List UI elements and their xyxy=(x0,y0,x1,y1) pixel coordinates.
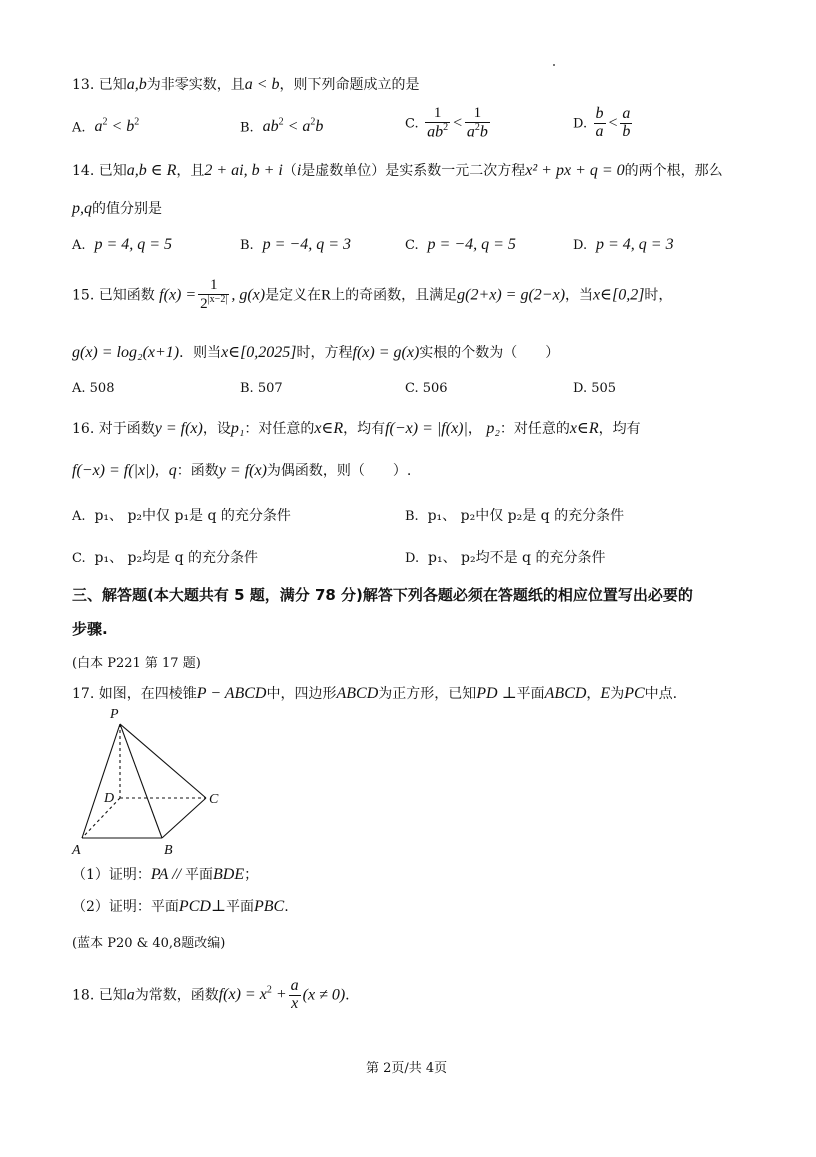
q17-part-2: （2）证明：平面PCD⊥平面PBC. xyxy=(72,898,289,915)
q13-option-d: D. $\frac{b}{a}$ < $\frac{a}{b}$ xyxy=(573,105,631,140)
edge-PB xyxy=(120,724,162,838)
page-footer: 第 2页/共 4页 xyxy=(366,1061,448,1076)
edge-PC xyxy=(120,724,206,798)
question-18-stem: 18. 已知a为常数，函数$f(x) = x^2$ + $\frac{a}{x}$ (x ≠ 0). xyxy=(72,977,350,1012)
question-16-stem: 16. 对于函数y = f(x)，设p₁：对任意的x∈R，均有f(−x) = |f(x)|， p₂：对任意的x∈R，均有 xyxy=(72,420,641,437)
q15-option-b: B. 507 xyxy=(240,381,283,396)
question-17-stem: 17. 如图，在四棱锥P − ABCD中，四边形ABCD为正方形，已知PD ⊥平面ABCD，E为PC中点. xyxy=(72,685,678,702)
edge-DA xyxy=(82,798,120,838)
q16-option-b: B. p₁、 p₂中仅 p₂是 q 的充分条件 xyxy=(405,508,625,524)
q15-option-c: C. 506 xyxy=(405,381,448,396)
question-15-stem: 15. 已知函数 f(x) = $\frac{1}{2^{|x-2|}}$ , g(x)是定义在R上的奇函数，且满足g(2+x) = g(2−x)，当x∈[0,2]时， xyxy=(72,277,673,312)
q14-option-b: B. p = −4, q = 3 xyxy=(240,236,351,253)
vertex-label-P: P xyxy=(110,707,119,722)
vertex-label-A: A xyxy=(72,843,81,858)
q16-option-a: A. p₁、 p₂中仅 p₁是 q 的充分条件 xyxy=(72,508,291,524)
q14-option-c: C. p = −4, q = 5 xyxy=(405,236,516,253)
question-16-stem-line2: f(−x) = f(|x|)，q：函数y = f(x)为偶函数，则（ ）. xyxy=(72,462,412,479)
q13-option-b: B. $ab^2 < a^2b$ xyxy=(240,117,324,136)
question-14-stem-line2: p,q的值分别是 xyxy=(72,200,162,217)
q15-option-d: D. 505 xyxy=(573,381,617,396)
q14-option-d: D. p = 4, q = 3 xyxy=(573,236,674,253)
vertex-label-D: D xyxy=(104,791,115,806)
q17-part-1: （1）证明：PA // 平面BDE； xyxy=(72,866,259,883)
edge-PA xyxy=(82,724,120,838)
q15-option-a: A. 508 xyxy=(72,381,115,396)
question-14-stem: 14. 已知a,b ∈ R，且2 + ai, b + i（i是虚数单位）是实系数一元二次方程x² + px + q = 0的两个根，那么 xyxy=(72,162,723,179)
source-note-2: (蓝本 P20 & 40,8题改编) xyxy=(72,936,226,951)
question-15-stem-line2: g(x) = log₂(x+1)．则当x∈[0,2025]时，方程f(x) = g(x)实根的个数为（ ） xyxy=(72,344,560,361)
q16-option-c: C. p₁、 p₂均是 q 的充分条件 xyxy=(72,550,258,566)
section-3-heading: 三、解答题(本大题共有 5 题，满分 78 分)解答下列各题必须在答题纸的相应位置写出必要的 xyxy=(72,586,693,604)
source-note-1: (白本 P221 第 17 题) xyxy=(72,656,201,671)
edge-BC xyxy=(162,798,206,838)
q14-option-a: A. p = 4, q = 5 xyxy=(72,236,173,253)
vertex-label-B: B xyxy=(164,843,173,858)
q16-option-d: D. p₁、 p₂均不是 q 的充分条件 xyxy=(405,550,606,566)
scan-dot xyxy=(553,64,555,66)
pyramid-figure xyxy=(70,704,240,860)
q13-option-a: A. $a^2 < b^2$ xyxy=(72,117,140,136)
q13-option-c: C. $\frac{1}{ab^2}$ < $\frac{1}{a^2b}$ xyxy=(405,105,488,141)
section-3-heading-line2: 步骤. xyxy=(72,620,108,638)
question-13-stem: 13. 已知a,b为非零实数，且a < b，则下列命题成立的是 xyxy=(72,76,420,93)
vertex-label-C: C xyxy=(209,792,219,807)
